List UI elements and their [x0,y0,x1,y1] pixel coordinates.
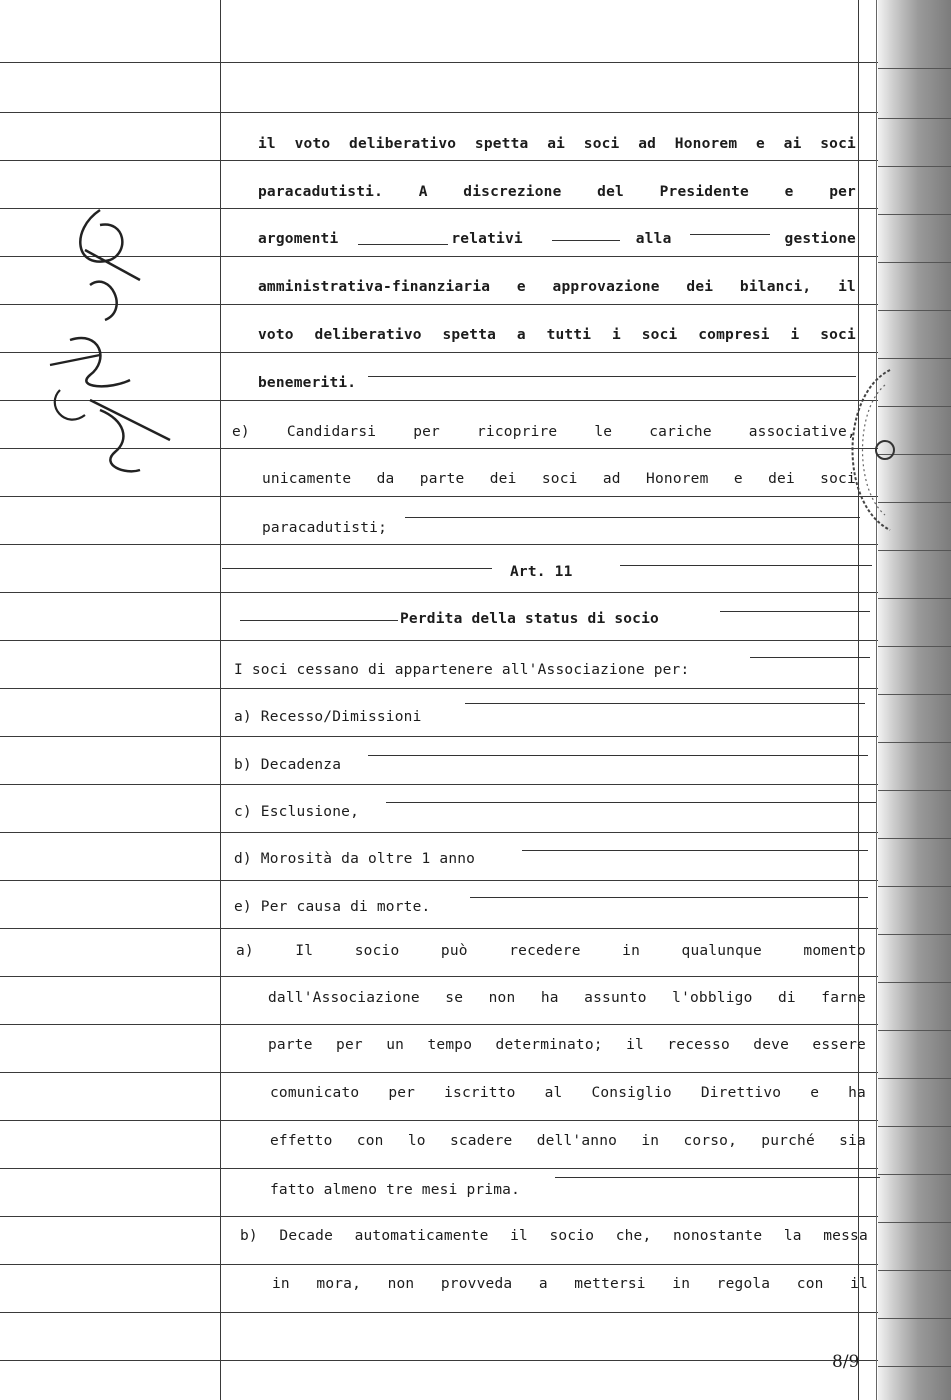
ruled-line [0,1360,878,1361]
ruled-line [0,832,878,833]
margin-tick [878,1174,951,1175]
text-line: voto deliberativo spetta a tutti i soci compresi i soci [258,327,856,343]
margin-tick [878,118,951,119]
official-stamp [835,365,895,535]
margin-tick [878,68,951,69]
margin-tick [878,1270,951,1271]
margin-tick [878,694,951,695]
margin-tick [878,598,951,599]
blank-filler-dash [368,376,856,377]
blank-filler-dash [405,517,860,518]
margin-tick [878,310,951,311]
ruled-line [0,736,878,737]
text-line: parte per un tempo determinato; il recesso deve essere [268,1037,866,1053]
text-line: paracadutisti; [262,520,388,536]
binding-margin-shadow [878,0,951,1400]
ruled-line [0,640,878,641]
ruled-line [0,1312,878,1313]
left-margin-line [220,0,221,1400]
handwritten-signature [30,190,180,500]
margin-tick [878,358,951,359]
blank-filler-dash [368,755,868,756]
margin-tick [878,790,951,791]
blank-filler-dash [555,1177,880,1178]
margin-tick [878,262,951,263]
ruled-line [0,544,878,545]
text-line: fatto almeno tre mesi prima. [270,1182,521,1198]
blank-filler-dash [720,611,870,612]
text-line: paracadutisti. A discrezione del Presidente e per [258,184,856,200]
ruled-line [0,976,878,977]
text-line: effetto con lo scadere dell'anno in corso, purché sia [270,1133,866,1149]
blank-filler-dash [240,620,398,621]
margin-tick [878,1318,951,1319]
article-subheading: Perdita della status di socio [400,611,659,627]
margin-tick [878,1366,951,1367]
ruled-line [0,1168,878,1169]
right-margin-line-2 [876,0,877,1400]
margin-tick [878,646,951,647]
margin-tick [878,838,951,839]
text-line: unicamente da parte dei soci ad Honorem e dei soci [262,471,856,487]
margin-tick [878,1078,951,1079]
ruled-line [0,1264,878,1265]
list-item: d) Morosità da oltre 1 anno [234,851,476,867]
ruled-line [0,112,878,113]
text-line: e) Candidarsi per ricoprire le cariche associative, [232,424,856,440]
margin-tick [878,742,951,743]
margin-tick [878,214,951,215]
page-number: 8/9 [832,1352,860,1372]
ruled-line [0,1072,878,1073]
list-item: a) Recesso/Dimissioni [234,709,422,725]
margin-tick [878,550,951,551]
text-line: il voto deliberativo spetta ai soci ad Honorem e ai soci [258,136,856,152]
ruled-line [0,160,878,161]
margin-tick [878,886,951,887]
margin-tick [878,1126,951,1127]
blank-filler-dash [522,850,868,851]
article-heading: Art. 11 [510,564,573,580]
text-line: amministrativa-finanziaria e approvazione dei bilanci, il [258,279,856,295]
text-line: dall'Associazione se non ha assunto l'obbligo di farne [268,990,866,1006]
ruled-line [0,1120,878,1121]
blank-filler-dash [750,657,870,658]
margin-tick [878,166,951,167]
margin-tick [878,982,951,983]
blank-filler-dash [465,703,865,704]
text-line: argomenti relativi alla gestione [258,231,856,247]
blank-filler-dash [620,565,872,566]
margin-tick [878,1222,951,1223]
margin-tick [878,1030,951,1031]
blank-filler-dash [386,802,876,803]
text-line: a) Il socio può recedere in qualunque momento [236,943,866,959]
ruled-line [0,1024,878,1025]
text-line: benemeriti. [258,375,357,391]
ruled-line [0,688,878,689]
ruled-line [0,62,878,63]
ruled-line [0,880,878,881]
ruled-line [0,928,878,929]
list-item: e) Per causa di morte. [234,899,431,915]
text-line: comunicato per iscritto al Consiglio Direttivo e ha [270,1085,866,1101]
ruled-line [0,1216,878,1217]
ruled-line [0,592,878,593]
text-line: in mora, non provveda a mettersi in regola con il [272,1276,868,1292]
list-item: b) Decadenza [234,757,342,773]
text-line: I soci cessano di appartenere all'Associazione per: [234,662,690,678]
list-item: c) Esclusione, [234,804,360,820]
right-margin-line [858,0,859,1400]
text-line: b) Decade automaticamente il socio che, nonostante la messa [240,1228,868,1244]
blank-filler-dash [222,568,492,569]
blank-filler-dash [470,897,868,898]
ruled-line [0,784,878,785]
margin-tick [878,934,951,935]
